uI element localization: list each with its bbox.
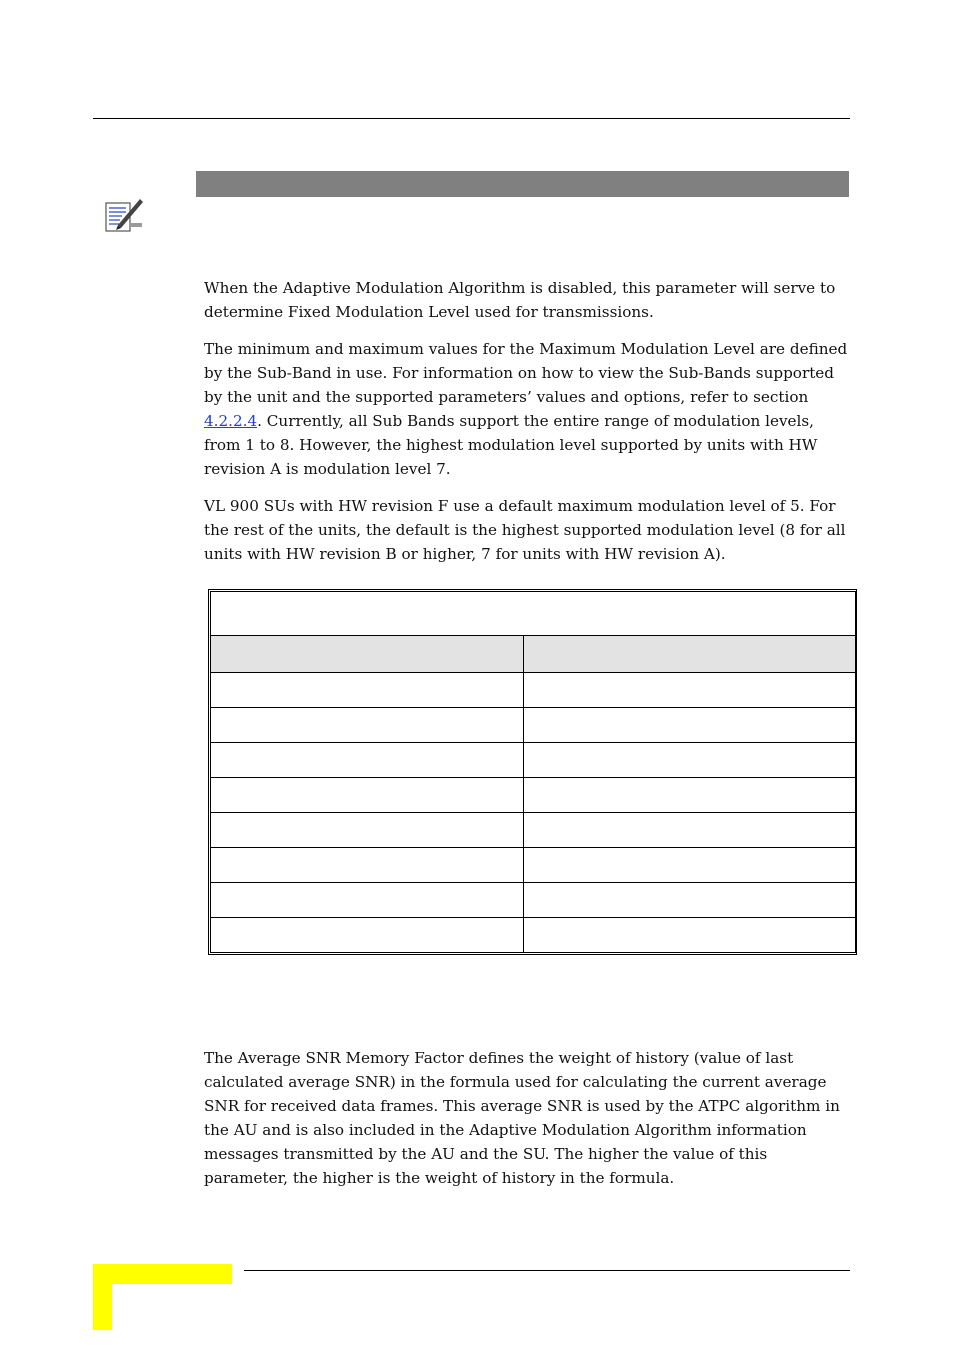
- table-cell: [524, 848, 856, 883]
- paragraph-text: The minimum and maximum values for the Maximum Modulation Level are defined by the Sub-Band in use. For information on how to view the Sub-Bands supported by the unit and the supported parameters’ values and options, refer to section: [204, 340, 848, 407]
- table-cell: [211, 918, 524, 953]
- paragraph-snr-memory-factor: The Average SNR Memory Factor defines the weight of history (value of last calculated average SNR) in the formula used for calculating the current average SNR for received data frames. This average SNR is used by the ATPC algorithm in the AU and is also included in the Adaptive Modulation Algorithm information messages transmitted by the AU and the SU. The higher the value of this parameter, the higher is the weight of history in the formula.: [204, 1049, 840, 1188]
- table-cell: [524, 673, 856, 708]
- table-cell: [211, 708, 524, 743]
- table-row: [211, 813, 856, 848]
- table-cell: [211, 778, 524, 813]
- table-cell: [211, 743, 524, 778]
- note-icon: [104, 195, 146, 233]
- table-cell: [524, 918, 856, 953]
- table-header-cell: [524, 636, 856, 673]
- paragraph-fixed-modulation: When the Adaptive Modulation Algorithm is disabled, this parameter will serve to determine Fixed Modulation Level used for transmissions.: [204, 279, 836, 322]
- note-header-bar: [196, 171, 849, 197]
- table-row: [211, 778, 856, 813]
- table-row: [211, 918, 856, 953]
- paragraph-default-level: VL 900 SUs with HW revision F use a default maximum modulation level of 5. For the rest of the units, the default is the highest supported modulation level (8 for all units with HW revision B or higher, 7 for units with HW revision A).: [204, 497, 846, 564]
- table-row: [211, 743, 856, 778]
- table-cell: [211, 883, 524, 918]
- table-cell: [211, 848, 524, 883]
- table-row: [211, 673, 856, 708]
- footer-rule: [244, 1270, 850, 1271]
- table-title-row: [211, 592, 856, 636]
- footer-accent-stem: [93, 1264, 112, 1330]
- table-cell: [524, 813, 856, 848]
- section-link[interactable]: 4.2.2.4: [204, 412, 258, 431]
- paragraph-sub-band-range: [204, 337, 854, 482]
- table-header-cell: [211, 636, 524, 673]
- table-title-cell: [211, 592, 856, 636]
- table-cell: [524, 883, 856, 918]
- paragraph-text: . Currently, all Sub Bands support the entire range of modulation levels, from 1 to 8. However, the highest modulation level supported by units with HW revision A is modulation level 7.: [204, 412, 818, 479]
- table-header-row: [211, 636, 856, 673]
- table-row: [211, 848, 856, 883]
- modulation-table: [210, 591, 856, 953]
- table-cell: [524, 708, 856, 743]
- table-cell: [211, 673, 524, 708]
- table-cell: [524, 778, 856, 813]
- header-rule: [93, 118, 850, 119]
- table-row: [211, 708, 856, 743]
- table-row: [211, 883, 856, 918]
- footer-accent-bar: [93, 1264, 232, 1284]
- table-cell: [211, 813, 524, 848]
- table-cell: [524, 743, 856, 778]
